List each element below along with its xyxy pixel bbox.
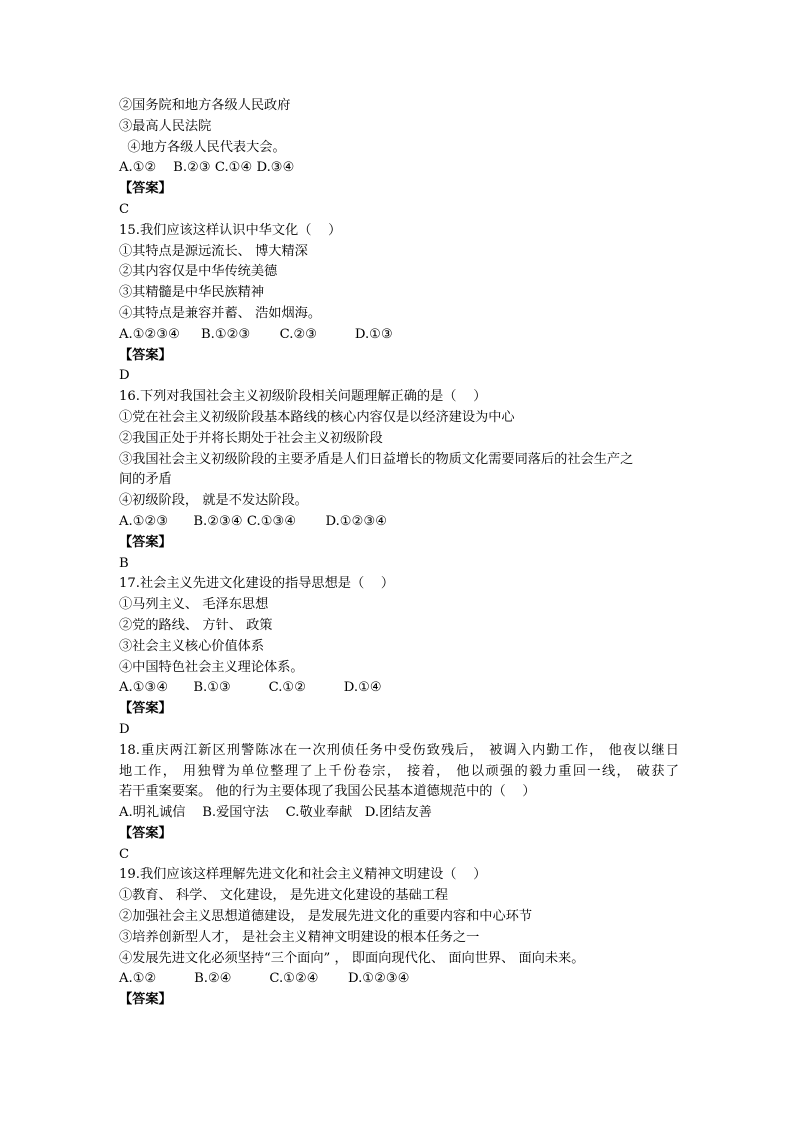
answer-value: D [119,721,130,737]
question-16-stem: 16.下列对我国社会主义初级阶段相关问题理解正确的是（ ） [119,389,487,405]
answer-label: 【答案】 [119,825,172,841]
options-line: A.①② B.②④ C.①②④ D.①②③④ [119,971,410,987]
text-line: ②党的路线、 方针、 政策 [119,617,273,633]
options-line: A.①②③ B.②③④ C.①③④ D.①②③④ [119,513,388,529]
text-line: ③我国社会主义初级阶段的主要矛盾是人们日益增长的物质文化需要同落后的社会生产之 [119,451,634,467]
text-line: ④中国特色社会主义理论体系。 [119,659,304,675]
answer-label: 【答案】 [119,701,172,717]
options-line: A.明礼诚信 B.爱国守法 C.敬业奉献 D.团结友善 [119,805,432,821]
text-line: 地工作， 用独臂为单位整理了上千份卷宗， 接着， 他以顽强的毅力重回一线， 破获了 [119,763,679,779]
text-line: ②国务院和地方各级人民政府 [119,98,291,113]
text-line: 若干重案要案。 他的行为主要体现了我国公民基本道德规范中的（ ） [119,784,536,800]
answer-value: B [119,555,129,571]
text-line: ②我国正处于并将长期处于社会主义初级阶段 [119,430,383,446]
options-line: A.①③④ B.①③ C.①② D.①④ [119,680,382,696]
question-18-stem: 18.重庆两江新区刑警陈冰在一次刑侦任务中受伤致残后， 被调入内勤工作， 他夜以继日 [119,742,679,758]
text-line: ①马列主义、 毛泽东思想 [119,597,269,613]
text-line: ④其特点是兼容并蓄、 浩如烟海。 [119,305,322,321]
text-line: ④地方各级人民代表大会。 [119,139,286,155]
text-line: ④初级阶段， 就是不发达阶段。 [119,493,308,509]
document-page [119,96,679,1011]
question-19-stem: 19.我们应该这样理解先进文化和社会主义精神文明建设（ ） [119,867,487,883]
answer-label: 【答案】 [119,992,172,1008]
text-line: 间的矛盾 [119,472,172,488]
answer-value: C [119,201,130,217]
text-line: ③社会主义核心价值体系 [119,638,265,654]
answer-label: 【答案】 [119,347,172,363]
text-line: ②加强社会主义思想道德建设， 是发展先进文化的重要内容和中心环节 [119,909,533,925]
text-line: ③其精髓是中华民族精神 [119,285,265,301]
answer-label: 【答案】 [119,534,172,550]
text-line: ②其内容仅是中华传统美德 [119,264,278,280]
text-line: ③培养创新型人才， 是社会主义精神文明建设的根本任务之一 [119,929,480,945]
text-line: ①教育、 科学、 文化建设， 是先进文化建设的基础工程 [119,888,449,904]
question-15-stem: 15.我们应该这样认识中华文化（ ） [119,222,342,238]
question-17-stem: 17.社会主义先进文化建设的指导思想是（ ） [119,576,395,592]
answer-value: C [119,846,130,862]
answer-value: D [119,368,130,384]
text-line: ①党在社会主义初级阶段基本路线的核心内容仅是以经济建设为中心 [119,409,515,425]
options-line: A.①②③④ B.①②③ C.②③ D.①③ [119,326,393,342]
text-line: ③最高人民法院 [119,118,212,134]
text-line: ④发展先进文化必须坚持“三个面向” ， 即面向现代化、 面向世界、 面向未来。 [119,950,585,966]
text-line: ①其特点是源远流长、 博大精深 [119,243,308,259]
answer-label: 【答案】 [119,181,172,197]
options-line: A.①② B.②③ C.①④ D.③④ [119,160,295,176]
